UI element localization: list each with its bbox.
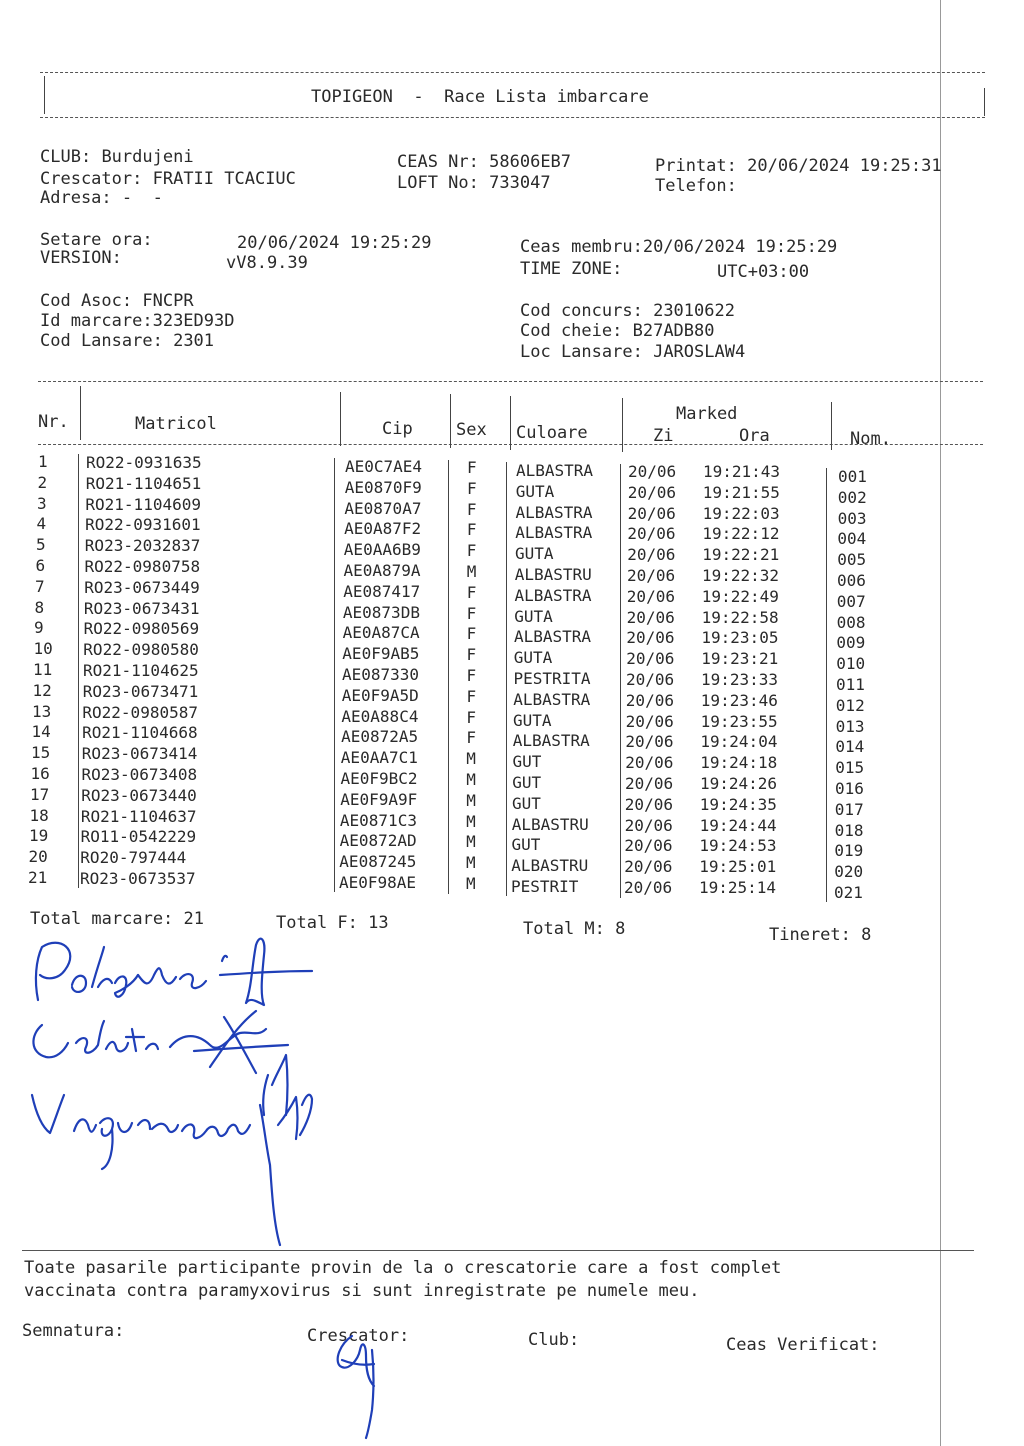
header-bottom-rule bbox=[40, 117, 985, 118]
cell-zi: 20/06 bbox=[627, 482, 676, 502]
cell-culoare: GUTA bbox=[513, 710, 552, 730]
th-marked: Marked bbox=[676, 404, 738, 424]
th-culoare: Culoare bbox=[516, 423, 588, 443]
cell-ora: 19:23:05 bbox=[701, 628, 779, 648]
cell-sex: M bbox=[466, 811, 476, 831]
crescator-signature-drawing bbox=[322, 1330, 402, 1440]
cell-sex: M bbox=[466, 770, 476, 789]
cell-sex: F bbox=[467, 458, 477, 477]
cell-cip: AE0873DB bbox=[342, 602, 420, 622]
cell-nr: 19 bbox=[29, 826, 49, 846]
cell-sex: M bbox=[466, 562, 477, 581]
loft-value: 733047 bbox=[489, 173, 551, 193]
cell-sex: M bbox=[466, 853, 476, 873]
cell-nr: 17 bbox=[30, 784, 50, 804]
cell-culoare: ALBASTRA bbox=[515, 523, 593, 543]
club-value: Burdujeni bbox=[101, 147, 194, 167]
cell-nom: 020 bbox=[834, 862, 864, 882]
adresa-value: - - bbox=[121, 188, 163, 208]
cell-matricol: RO23-0673537 bbox=[80, 869, 196, 888]
cell-zi: 20/06 bbox=[627, 545, 676, 565]
cell-cip: AE0870A7 bbox=[344, 498, 422, 518]
cell-zi: 20/06 bbox=[625, 690, 674, 710]
club-line bbox=[40, 147, 194, 167]
cell-culoare: GUTA bbox=[513, 648, 553, 668]
th-matricol: Matricol bbox=[135, 414, 217, 434]
id-marcare-label: Id marcare: bbox=[40, 311, 153, 331]
cell-culoare: GUT bbox=[511, 835, 541, 855]
timezone-value: UTC+03:00 bbox=[717, 262, 810, 282]
cell-nom: 003 bbox=[837, 508, 867, 528]
cell-nom: 012 bbox=[835, 695, 865, 715]
cell-matricol: RO23-0673408 bbox=[81, 765, 198, 784]
header-right-edge bbox=[984, 88, 985, 116]
ceas-membru-line bbox=[520, 237, 837, 257]
cell-matricol: RO22-0980569 bbox=[83, 619, 200, 639]
cell-matricol: RO21-1104651 bbox=[85, 473, 202, 493]
cell-nr: 4 bbox=[36, 514, 47, 534]
cell-zi: 20/06 bbox=[626, 586, 675, 606]
th-sex: Sex bbox=[456, 420, 487, 440]
col-divider-2 bbox=[340, 392, 341, 446]
cell-cip: AE0C7AE4 bbox=[345, 457, 423, 476]
footer-rule bbox=[22, 1250, 974, 1251]
cell-nr: 11 bbox=[33, 660, 53, 679]
cell-culoare: PESTRIT bbox=[511, 877, 579, 896]
timezone-label: TIME ZONE: bbox=[520, 259, 623, 279]
club-label: CLUB: bbox=[40, 147, 92, 167]
cell-culoare: ALBASTRA bbox=[513, 689, 591, 709]
cell-zi: 20/06 bbox=[627, 524, 676, 544]
cell-culoare: ALBASTRA bbox=[514, 627, 592, 647]
header-top-rule bbox=[40, 72, 985, 73]
loc-lansare-label: Loc Lansare: bbox=[520, 342, 643, 362]
cell-ora: 19:23:33 bbox=[701, 670, 779, 689]
cell-cip: AE0F9A9F bbox=[340, 789, 418, 809]
cell-nr: 7 bbox=[35, 576, 45, 596]
cell-zi: 20/06 bbox=[625, 774, 674, 793]
cell-nom: 002 bbox=[837, 487, 867, 507]
cell-nom: 017 bbox=[834, 799, 864, 819]
cell-nom: 007 bbox=[836, 591, 866, 611]
total-marcare-label: Total marcare: bbox=[30, 909, 174, 929]
cell-matricol: RO22-0980758 bbox=[84, 557, 201, 576]
header-separator: - bbox=[413, 87, 424, 107]
cell-nr: 2 bbox=[37, 472, 48, 492]
cell-nr: 21 bbox=[28, 868, 48, 887]
cell-matricol: RO22-0980580 bbox=[83, 640, 199, 660]
cell-matricol: RO20-797444 bbox=[80, 848, 187, 868]
cell-matricol: RO23-0673449 bbox=[84, 577, 200, 597]
cell-nr: 15 bbox=[31, 743, 51, 763]
cell-matricol: RO21-1104625 bbox=[83, 661, 199, 680]
cell-nr: 18 bbox=[29, 805, 49, 825]
cell-cip: AE0A87CA bbox=[342, 623, 420, 643]
cell-culoare: ALBASTRA bbox=[515, 502, 593, 522]
cod-cheie-label: Cod cheie: bbox=[520, 321, 623, 341]
cell-nr: 8 bbox=[34, 597, 45, 617]
printat-value: 20/06/2024 19:25:31 bbox=[747, 156, 942, 176]
cell-nr: 16 bbox=[30, 764, 50, 783]
cell-zi: 20/06 bbox=[625, 753, 674, 773]
tineret-value: 8 bbox=[861, 925, 872, 945]
cell-cip: AE0F9AB5 bbox=[342, 644, 420, 664]
cell-ora: 19:23:55 bbox=[700, 711, 778, 731]
cell-nom: 011 bbox=[836, 675, 865, 694]
version-label: VERSION: bbox=[40, 248, 122, 268]
cell-nom: 018 bbox=[834, 820, 864, 840]
total-m-label: Total M: bbox=[523, 919, 605, 939]
cell-nr: 13 bbox=[32, 701, 52, 721]
cell-matricol: RO21-1104637 bbox=[80, 806, 197, 826]
col-divider-3 bbox=[450, 394, 451, 448]
cell-sex: F bbox=[466, 624, 477, 644]
table-top-rule bbox=[38, 381, 983, 382]
cell-cip: AE0872A5 bbox=[341, 727, 419, 747]
crescator-value: FRATII TCACIUC bbox=[152, 169, 296, 189]
cod-lansare-value: 2301 bbox=[173, 331, 215, 351]
cod-concurs-value: 23010622 bbox=[653, 301, 735, 321]
cell-sex: F bbox=[466, 603, 477, 623]
crescator-line bbox=[40, 169, 296, 189]
cell-matricol: RO23-2032837 bbox=[84, 536, 201, 556]
cell-sex: F bbox=[466, 728, 476, 748]
printat-line bbox=[655, 156, 942, 176]
loc-lansare-value: JAROSLAW4 bbox=[653, 342, 746, 362]
club-sign-label: Club: bbox=[528, 1330, 580, 1350]
cell-matricol: RO23-0673414 bbox=[81, 744, 198, 764]
cell-nom: 016 bbox=[835, 779, 864, 798]
cell-ora: 19:25:14 bbox=[699, 878, 777, 897]
cell-cip: AE087417 bbox=[343, 581, 421, 601]
setare-value: 20/06/2024 19:25:29 bbox=[237, 233, 432, 253]
cell-matricol: RO21-1104668 bbox=[82, 723, 198, 743]
app-name: TOPIGEON bbox=[311, 87, 393, 107]
cell-nr: 14 bbox=[31, 722, 51, 742]
cell-culoare: ALBASTRU bbox=[511, 856, 589, 876]
cell-nr: 9 bbox=[34, 618, 44, 638]
cell-matricol: RO22-0931635 bbox=[86, 453, 202, 472]
adresa-line bbox=[40, 188, 163, 208]
th-zi: Zi bbox=[653, 426, 674, 446]
cell-cip: AE0A87F2 bbox=[344, 519, 422, 539]
cell-nom: 006 bbox=[837, 571, 866, 590]
ceas-line bbox=[397, 152, 571, 172]
ceas-membru-value: 20/06/2024 19:25:29 bbox=[642, 237, 838, 257]
cell-cip: AE0F9BC2 bbox=[340, 769, 418, 788]
cell-ora: 19:22:58 bbox=[701, 607, 779, 627]
cell-ora: 19:21:55 bbox=[702, 482, 780, 502]
col-divider-6 bbox=[831, 402, 832, 450]
cell-nom: 013 bbox=[835, 716, 865, 736]
cell-sex: M bbox=[466, 832, 476, 852]
crescator-sign-label: Crescator: bbox=[307, 1326, 410, 1346]
cell-zi: 20/06 bbox=[628, 462, 677, 481]
cell-zi: 20/06 bbox=[625, 711, 674, 731]
cell-zi: 20/06 bbox=[626, 670, 675, 689]
total-m bbox=[523, 919, 625, 939]
cell-zi: 20/06 bbox=[627, 566, 676, 585]
total-f-label: Total F: bbox=[276, 913, 358, 933]
cell-nom: 001 bbox=[838, 467, 867, 486]
cell-ora: 19:24:44 bbox=[699, 815, 777, 835]
cell-nom: 008 bbox=[836, 612, 866, 632]
col-divider-1 bbox=[80, 386, 81, 440]
cell-nr: 6 bbox=[35, 556, 46, 575]
cell-sex: F bbox=[466, 666, 477, 685]
cod-cheie-value: B27ADB80 bbox=[632, 321, 715, 341]
cod-lansare-line bbox=[40, 331, 214, 351]
cell-matricol: RO23-0673471 bbox=[82, 681, 199, 701]
cell-culoare: ALBASTRU bbox=[511, 814, 589, 834]
cell-zi: 20/06 bbox=[626, 607, 675, 627]
cell-nr: 12 bbox=[32, 680, 52, 700]
total-marcare-value: 21 bbox=[183, 909, 205, 929]
cell-culoare: GUTA bbox=[515, 544, 554, 564]
th-nr: Nr. bbox=[38, 412, 69, 432]
ceas-label: CEAS Nr: bbox=[397, 152, 479, 172]
col-divider-4 bbox=[510, 396, 511, 450]
version-value: vV8.9.39 bbox=[226, 253, 308, 273]
cell-ora: 19:22:32 bbox=[702, 566, 780, 585]
id-marcare-value: 323ED93D bbox=[152, 311, 235, 331]
th-ora: Ora bbox=[739, 426, 770, 446]
cell-zi: 20/06 bbox=[627, 503, 676, 523]
cell-culoare: GUT bbox=[512, 793, 541, 813]
cod-concurs-label: Cod concurs: bbox=[520, 301, 643, 321]
cod-lansare-label: Cod Lansare: bbox=[40, 331, 163, 351]
cell-nom: 009 bbox=[836, 633, 866, 653]
cell-sex: M bbox=[466, 749, 476, 769]
cell-zi: 20/06 bbox=[624, 794, 673, 814]
cell-culoare: ALBASTRA bbox=[514, 585, 592, 605]
cell-culoare: GUT bbox=[512, 773, 542, 792]
cod-cheie-line bbox=[520, 321, 715, 341]
cell-nr: 10 bbox=[33, 639, 53, 659]
cell-cip: AE0F98AE bbox=[339, 873, 417, 892]
semnatura-label: Semnatura: bbox=[22, 1321, 125, 1341]
cell-culoare: ALBASTRA bbox=[516, 461, 594, 480]
cell-matricol: RO22-0931601 bbox=[85, 515, 201, 535]
cell-matricol: RO21-1104609 bbox=[85, 494, 201, 514]
cell-zi: 20/06 bbox=[626, 628, 675, 648]
cod-concurs-line bbox=[520, 301, 735, 321]
cell-ora: 19:23:21 bbox=[701, 649, 779, 669]
cell-nom: 021 bbox=[834, 883, 863, 902]
cell-nom: 010 bbox=[836, 654, 866, 674]
telefon-label: Telefon: bbox=[655, 176, 737, 196]
cell-ora: 19:23:46 bbox=[700, 690, 778, 710]
total-f-value: 13 bbox=[368, 913, 389, 933]
cell-nom: 004 bbox=[837, 529, 867, 549]
adresa-label: Adresa: bbox=[40, 188, 112, 208]
cell-sex: F bbox=[466, 686, 477, 706]
crescator-label: Crescator: bbox=[40, 169, 143, 189]
cell-ora: 19:22:21 bbox=[702, 545, 780, 565]
th-cip: Cip bbox=[382, 419, 413, 439]
ceas-membru-label: Ceas membru: bbox=[520, 237, 643, 257]
header-left-edge bbox=[44, 76, 45, 114]
setare-label: Setare ora: bbox=[40, 230, 153, 250]
cell-culoare: GUT bbox=[512, 752, 542, 772]
loft-line bbox=[397, 173, 551, 193]
total-m-value: 8 bbox=[615, 919, 626, 939]
loc-lansare-line bbox=[520, 342, 745, 362]
cell-nr: 1 bbox=[38, 452, 48, 471]
cell-ora: 19:25:01 bbox=[699, 857, 777, 877]
cell-cip: AE0F9A5D bbox=[341, 685, 419, 705]
cell-nom: 019 bbox=[834, 841, 864, 861]
cell-cip: AE0A88C4 bbox=[341, 706, 419, 726]
ceas-verificat-label: Ceas Verificat: bbox=[726, 1335, 880, 1355]
report-title: Race Lista imbarcare bbox=[444, 87, 649, 107]
cell-cip: AE087245 bbox=[339, 852, 417, 872]
cell-culoare: GUTA bbox=[515, 481, 555, 501]
cod-asoc-line bbox=[40, 291, 194, 311]
cell-matricol: RO23-0673431 bbox=[83, 598, 200, 618]
cell-matricol: RO23-0673440 bbox=[81, 785, 197, 805]
declaration-line-2: vaccinata contra paramyxovirus si sunt inregistrate pe numele meu. bbox=[24, 1281, 700, 1301]
th-nom: Nom. bbox=[850, 429, 891, 449]
cell-zi: 20/06 bbox=[624, 836, 673, 856]
cell-nr: 5 bbox=[36, 535, 46, 555]
cell-cip: AE0870F9 bbox=[344, 477, 422, 497]
cell-cip: AE0872AD bbox=[339, 831, 417, 851]
cell-matricol: RO22-0980587 bbox=[82, 702, 198, 722]
cell-sex: M bbox=[466, 790, 476, 810]
ceas-value: 58606EB7 bbox=[489, 152, 572, 172]
cod-asoc-value: FNCPR bbox=[142, 291, 194, 311]
cell-ora: 19:24:53 bbox=[699, 836, 777, 856]
cell-cip: AE0AA6B9 bbox=[343, 540, 421, 560]
header-title bbox=[311, 87, 649, 107]
cell-culoare: GUTA bbox=[514, 606, 553, 626]
cell-sex: F bbox=[466, 499, 477, 519]
cell-sex: M bbox=[466, 874, 476, 893]
cell-sex: F bbox=[466, 520, 477, 540]
cell-zi: 20/06 bbox=[625, 732, 674, 752]
cell-ora: 19:21:43 bbox=[703, 462, 781, 481]
cell-ora: 19:22:03 bbox=[702, 503, 780, 523]
declaration-line-1: Toate pasarile participante provin de la o crescatorie care a fost complet bbox=[24, 1258, 782, 1278]
committee-signatures bbox=[20, 925, 340, 1255]
cell-cip: AE0A879A bbox=[343, 561, 421, 580]
cell-nom: 015 bbox=[835, 758, 865, 778]
cell-ora: 19:24:26 bbox=[700, 774, 778, 793]
cell-nr: 20 bbox=[28, 847, 48, 867]
tineret bbox=[769, 925, 871, 945]
printat-label: Printat: bbox=[655, 156, 737, 176]
cell-culoare: ALBASTRU bbox=[514, 565, 592, 584]
cell-matricol: RO11-0542229 bbox=[80, 827, 197, 847]
col-divider-5 bbox=[622, 398, 623, 452]
cell-sex: F bbox=[466, 478, 477, 498]
cell-nom: 005 bbox=[837, 550, 867, 570]
cell-sex: F bbox=[466, 645, 477, 665]
cell-ora: 19:22:12 bbox=[702, 524, 780, 544]
cell-ora: 19:24:04 bbox=[700, 732, 778, 752]
loft-label: LOFT No: bbox=[397, 173, 479, 193]
cell-sex: F bbox=[466, 541, 477, 561]
cell-cip: AE0AA7C1 bbox=[340, 748, 418, 768]
cell-culoare: ALBASTRA bbox=[512, 731, 590, 751]
cell-cip: AE0871C3 bbox=[339, 810, 417, 830]
cell-ora: 19:24:35 bbox=[699, 794, 777, 814]
cell-zi: 20/06 bbox=[624, 815, 673, 835]
cell-culoare: PESTRITA bbox=[513, 669, 591, 688]
cell-nr: 3 bbox=[37, 493, 47, 513]
cell-cip: AE087330 bbox=[342, 665, 420, 684]
cell-zi: 20/06 bbox=[624, 857, 673, 877]
cod-asoc-label: Cod Asoc: bbox=[40, 291, 133, 311]
id-marcare-line bbox=[40, 311, 234, 331]
cell-zi: 20/06 bbox=[626, 649, 675, 669]
tineret-label: Tineret: bbox=[769, 925, 851, 945]
cell-sex: F bbox=[466, 707, 477, 727]
cell-sex: F bbox=[466, 582, 477, 602]
cell-ora: 19:22:49 bbox=[701, 586, 779, 606]
cell-zi: 20/06 bbox=[624, 878, 673, 897]
table-row bbox=[0, 868, 1024, 902]
cell-ora: 19:24:18 bbox=[700, 753, 778, 773]
cell-nom: 014 bbox=[835, 737, 865, 757]
